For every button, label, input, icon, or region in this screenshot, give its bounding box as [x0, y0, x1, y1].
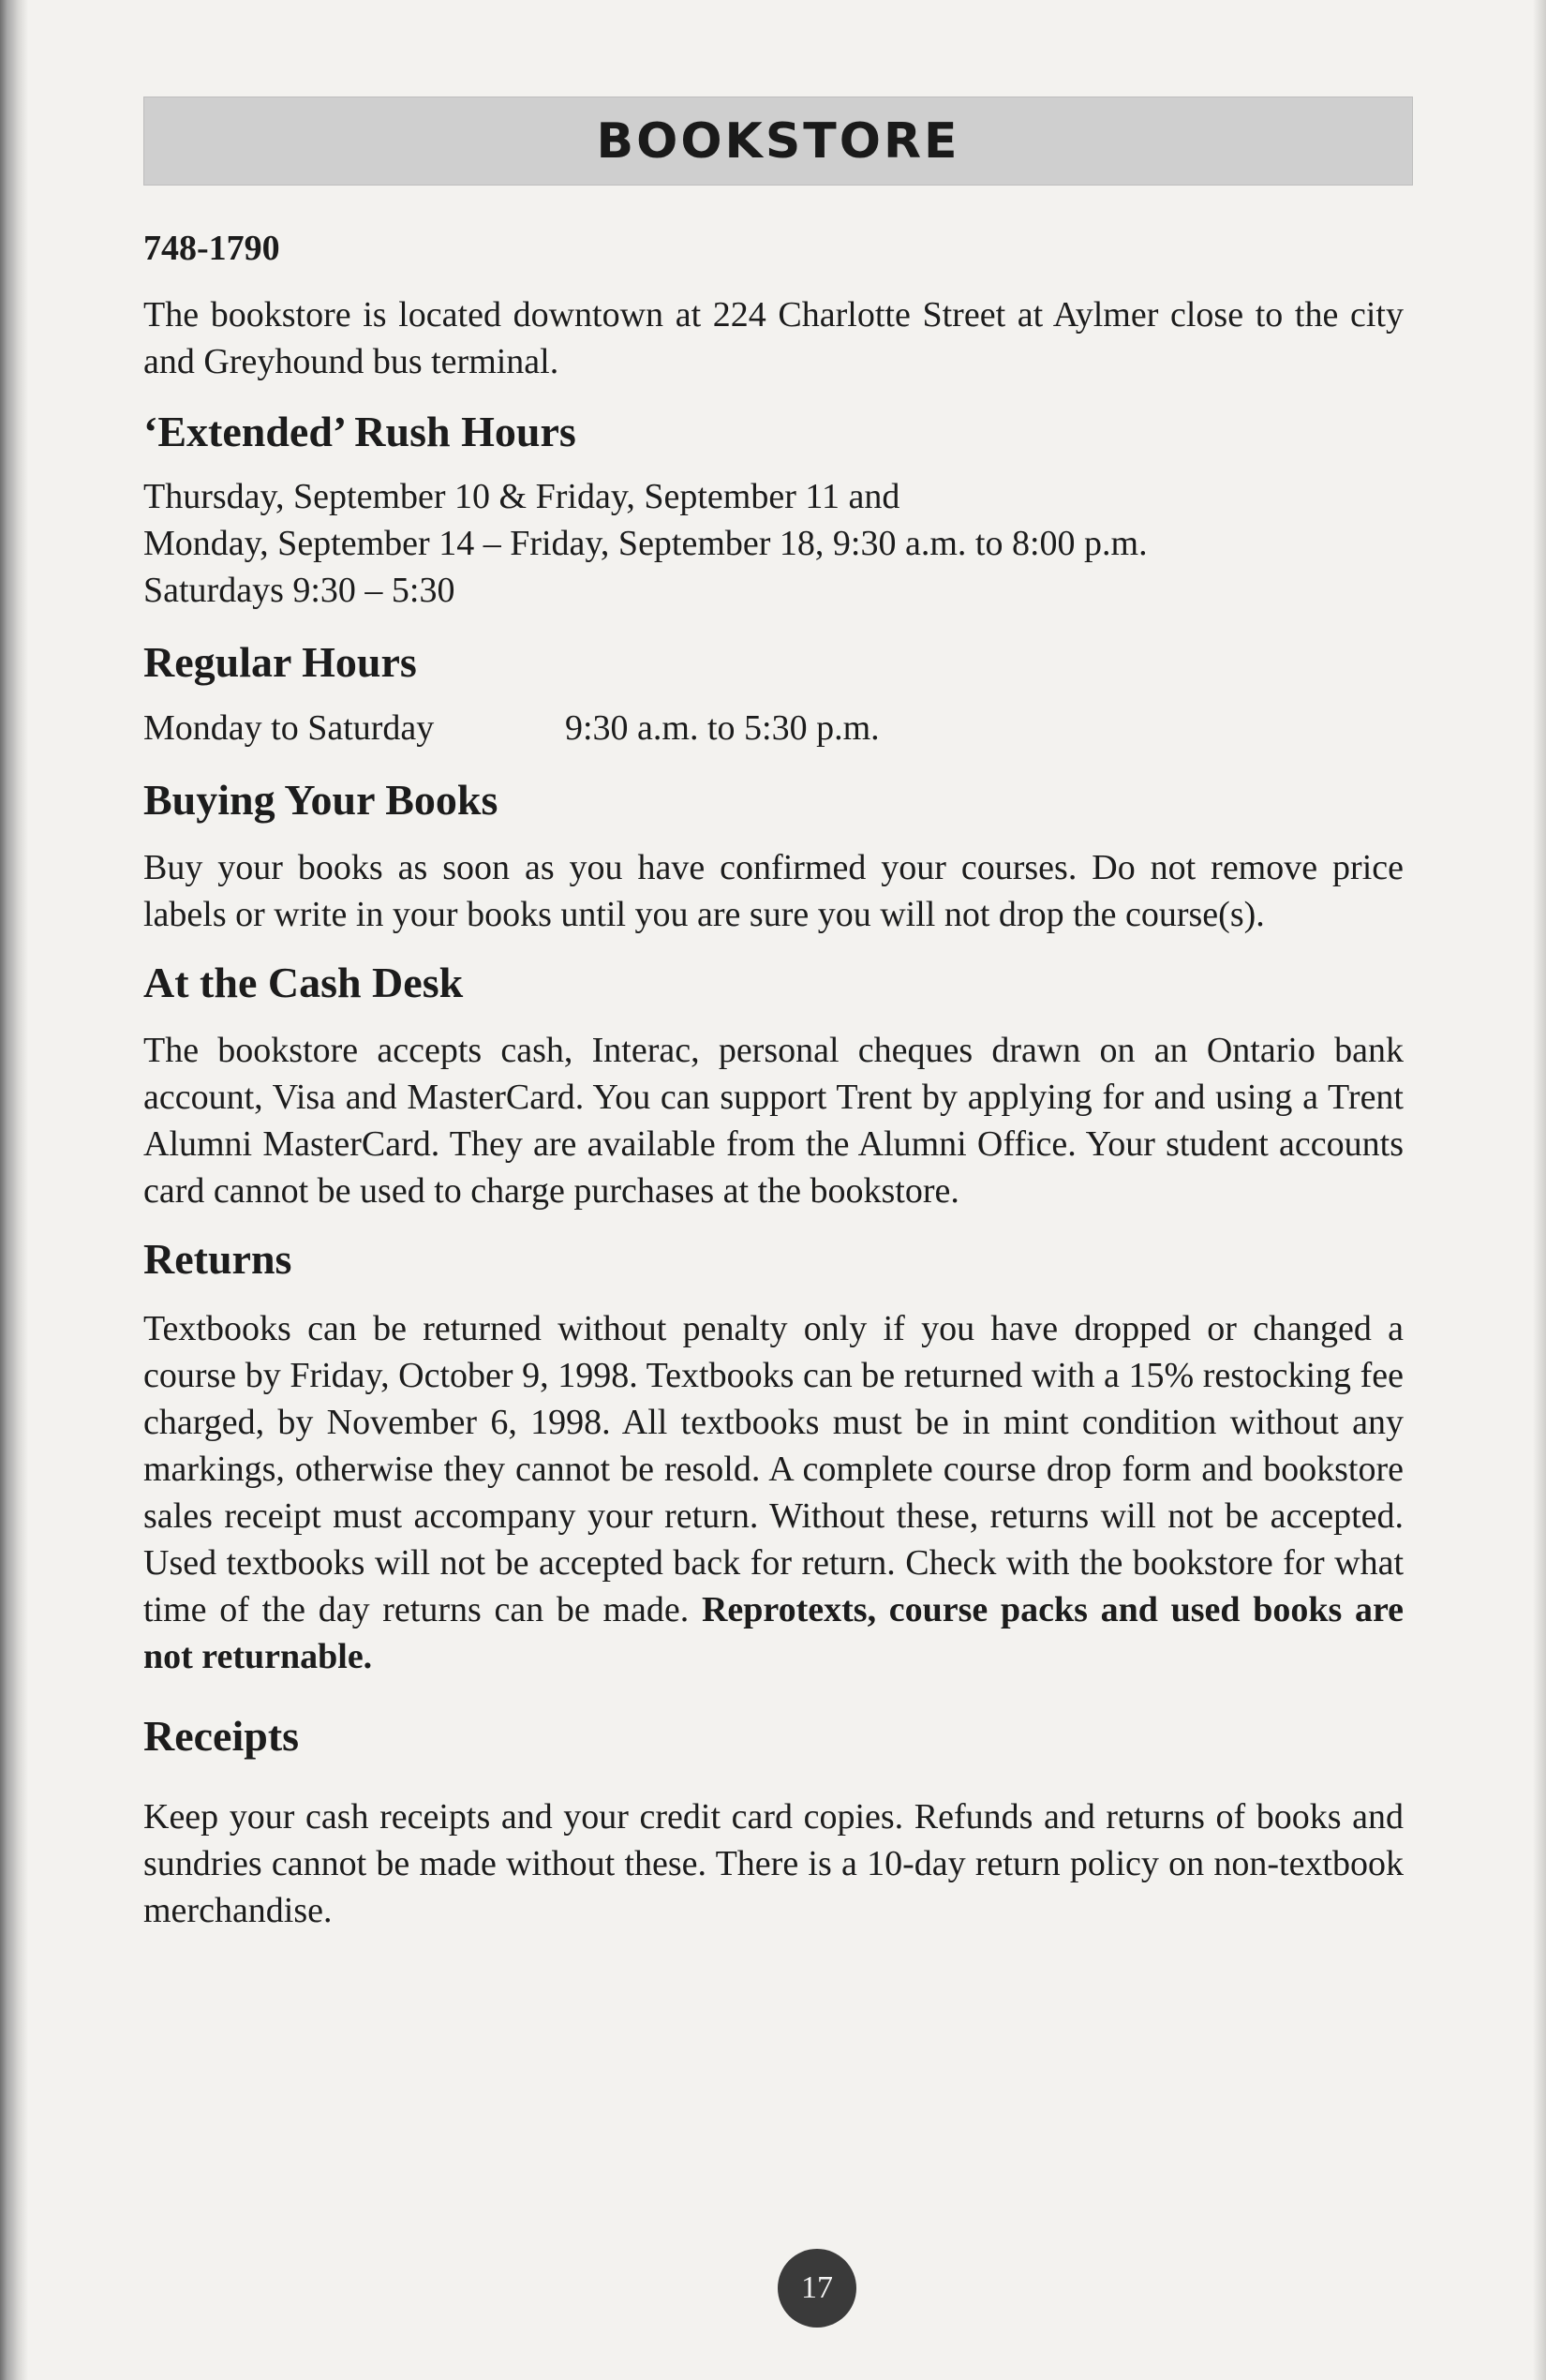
extended-hours-line: Monday, September 14 – Friday, September 18, 9:30 a.m. to 8:00 p.m.	[143, 524, 1148, 564]
page-binding-shadow	[0, 0, 28, 2380]
extended-hours-line: Saturdays 9:30 – 5:30	[143, 571, 455, 611]
page-title: BOOKSTORE	[596, 112, 960, 170]
extended-hours-line: Thursday, September 10 & Friday, September 11 and	[143, 477, 900, 517]
returns-heading: Returns	[143, 1235, 292, 1284]
returns-text: Textbooks can be returned without penalty only if you have dropped or changed a course by Friday, October 9, 1998. Textbooks can be returned with a 15% restocking fee charged, by November 6, 1998. All textbooks must be in mint condition without any markings, otherwise they cannot be resold. A complete course drop form and bookstore sales receipt must accompany your return. Without these, returns will not be accepted. Used textbooks will not be accepted back for return. Check with the bookstore for what time of the day returns can be made.	[143, 1309, 1404, 1630]
returns-paragraph	[143, 1305, 1404, 1680]
regular-hours-time: 9:30 a.m. to 5:30 p.m.	[565, 708, 880, 749]
regular-hours-row	[143, 705, 1404, 751]
page-number-badge	[778, 2249, 856, 2328]
receipts-paragraph: Keep your cash receipts and your credit card copies. Refunds and returns of books and sundries cannot be made without these. There is a 10-day return policy on non-textbook merchandise.	[143, 1796, 1404, 1930]
buying-books-paragraph: Buy your books as soon as you have confirmed your courses. Do not remove price labels or write in your books until you are sure you will not drop the course(s).	[143, 848, 1404, 935]
regular-hours-day: Monday to Saturday	[143, 708, 435, 749]
extended-hours-heading: ‘Extended’ Rush Hours	[143, 407, 576, 455]
page-edge-shadow	[1533, 0, 1546, 2380]
intro-paragraph: The bookstore is located downtown at 224 Charlotte Street at Aylmer close to the city and Greyhound bus terminal.	[143, 294, 1404, 381]
regular-hours-heading: Regular Hours	[143, 638, 417, 687]
phone-number: 748-1790	[143, 229, 280, 268]
page-number: 17	[801, 2270, 833, 2305]
cash-desk-heading: At the Cash Desk	[143, 959, 464, 1007]
section-banner	[143, 97, 1413, 186]
cash-desk-paragraph: The bookstore accepts cash, Interac, personal cheques drawn on an Ontario bank account, Visa and MasterCard. You can support Trent by applying for and using a Trent Alumni MasterCard. They are available from the Alumni Office. Your student accounts card cannot be used to charge purchases at the bookstore.	[143, 1031, 1404, 1212]
buying-books-heading: Buying Your Books	[143, 776, 498, 825]
receipts-heading: Receipts	[143, 1712, 300, 1761]
page-content	[143, 228, 1404, 1934]
returns-bold-notice: Reprotexts, course packs and used books are not returnable.	[143, 1590, 1404, 1677]
